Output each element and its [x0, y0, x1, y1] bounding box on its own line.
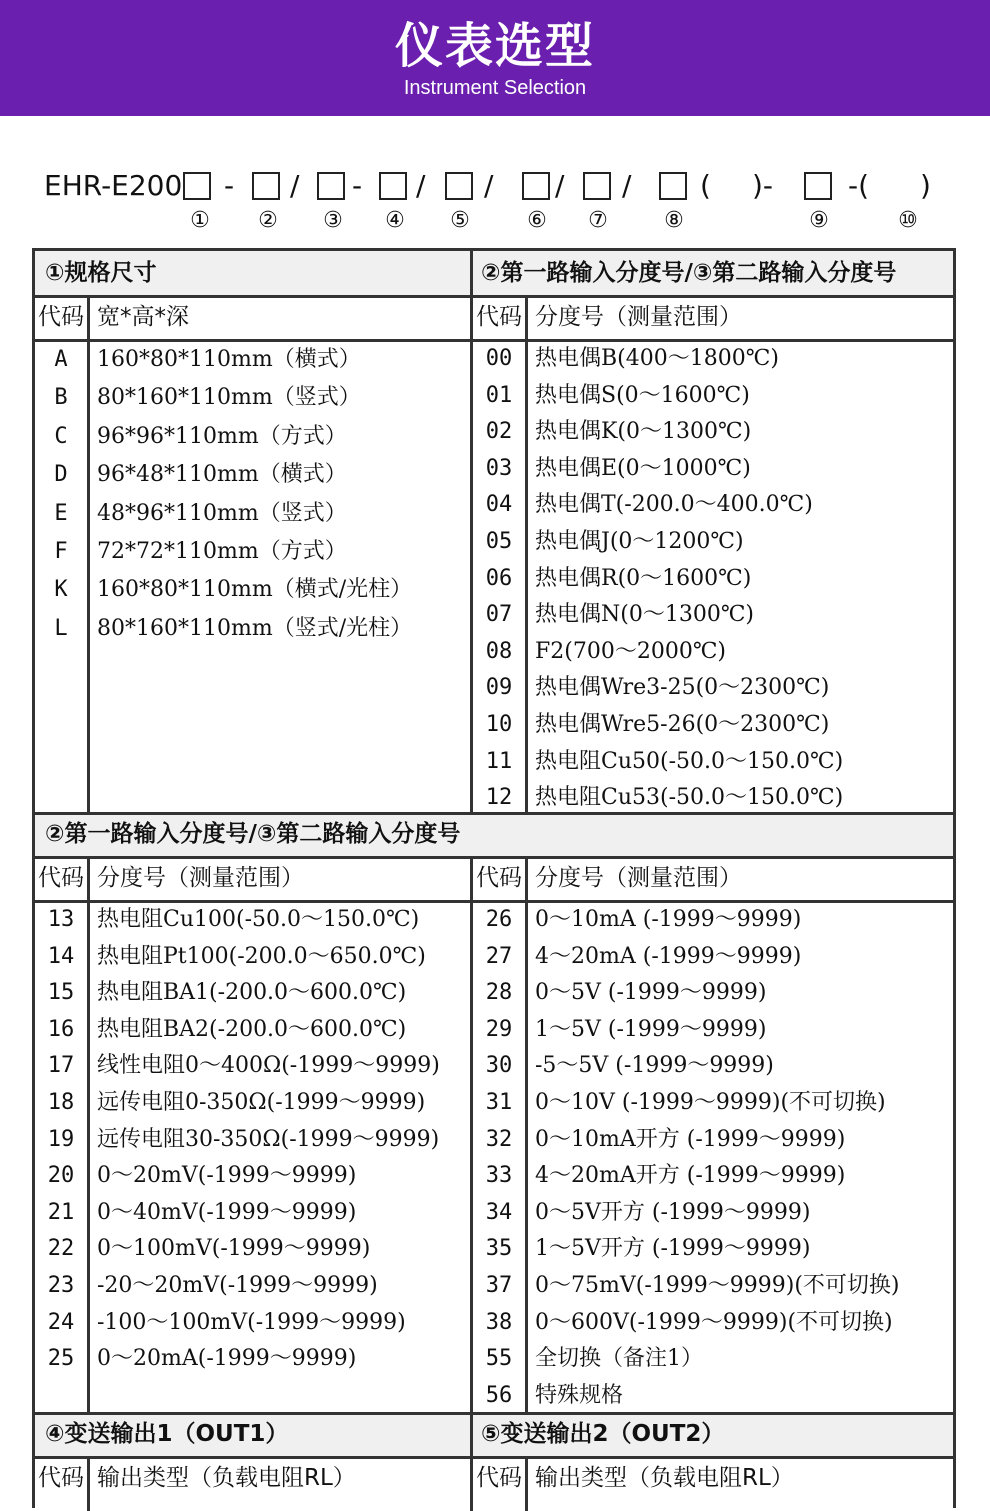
model-separator: (: [700, 169, 711, 202]
row-description: 1～5V开方 (-1999～9999): [535, 1236, 811, 1262]
row-description: 0～40mV(-1999～9999): [97, 1199, 357, 1225]
model-slot-box: [445, 172, 473, 200]
row-description: 80*160*110mm（竖式/光柱）: [97, 615, 413, 641]
row-description: 4～20mA (-1999～9999): [535, 943, 802, 969]
row-code: E: [54, 500, 68, 526]
row-code: 38: [485, 1309, 513, 1335]
model-position-number: ⑤: [450, 208, 470, 233]
table-rule: [87, 1456, 90, 1511]
model-separator: -: [352, 169, 363, 202]
row-description: 160*80*110mm（横式/光柱）: [97, 577, 413, 603]
row-code: 29: [485, 1016, 513, 1042]
row-description: 160*80*110mm（横式）: [97, 347, 361, 372]
row-description: 热电偶E(0～1000℃): [535, 455, 751, 481]
model-separator: /: [290, 169, 300, 202]
row-code: 55: [485, 1346, 513, 1372]
section-header-out1: ④变送输出1（OUT1）: [35, 1412, 470, 1456]
row-description: 热电阻BA1(-200.0～600.0℃): [97, 980, 407, 1006]
row-code: 26: [485, 907, 513, 932]
row-code: 32: [485, 1126, 513, 1152]
model-separator: -(: [848, 169, 870, 202]
row-description: 热电偶Wre3-25(0～2300℃): [535, 675, 830, 701]
column-header-code: 代码: [38, 304, 84, 330]
model-code-diagram: [0, 160, 990, 240]
model-slot-box: [252, 172, 280, 200]
model-separator: /: [416, 169, 426, 202]
row-code: 22: [47, 1236, 75, 1262]
row-code: 18: [47, 1090, 75, 1115]
model-separator: ): [920, 169, 931, 202]
row-code: 27: [485, 943, 513, 969]
model-position-number: ②: [258, 208, 278, 233]
row-code: 13: [47, 907, 75, 932]
row-description: 热电阻Cu50(-50.0～150.0℃): [535, 748, 844, 774]
row-code: 31: [485, 1090, 513, 1115]
row-description: 0～20mA(-1999～9999): [97, 1346, 357, 1372]
row-description: 热电阻BA2(-200.0～600.0℃): [97, 1016, 407, 1042]
model-position-number: ⑩: [898, 208, 918, 233]
row-description: 0～10mA (-1999～9999): [535, 907, 802, 932]
model-separator: /: [622, 169, 632, 202]
model-slot-box: [379, 172, 407, 200]
model-slot-box: [804, 172, 832, 200]
row-code: 20: [47, 1163, 75, 1189]
row-description: 热电偶K(0～1300℃): [535, 419, 752, 445]
column-header-code: 代码: [476, 304, 522, 330]
model-separator: /: [484, 169, 494, 202]
row-code: 15: [47, 980, 75, 1006]
row-code: 14: [47, 943, 75, 969]
table-rule: [525, 295, 528, 812]
table-rule: [87, 856, 90, 1412]
section-header-input-a: ②第一路输入分度号/③第二路输入分度号: [473, 251, 953, 295]
row-code: F: [54, 539, 68, 564]
row-description: 1～5V (-1999～9999): [535, 1016, 767, 1042]
page-subtitle: Instrument Selection: [403, 77, 587, 99]
model-position-number: ①: [190, 208, 210, 233]
column-header-code: 代码: [476, 1465, 522, 1491]
model-separator: -: [224, 169, 235, 202]
row-description: 远传电阻0-350Ω(-1999～9999): [97, 1090, 426, 1115]
row-description: 热电偶J(0～1200℃): [535, 529, 744, 554]
row-description: F2(700～2000℃): [535, 638, 727, 664]
row-code: A: [54, 347, 68, 372]
row-code: C: [54, 423, 68, 449]
row-description: 远传电阻30-350Ω(-1999～9999): [97, 1126, 440, 1152]
section-header-input-b: ②第一路输入分度号/③第二路输入分度号: [35, 812, 953, 856]
model-slot-box: [659, 172, 687, 200]
table-rule: [525, 1456, 528, 1511]
row-code: 00: [485, 346, 513, 371]
table-rule: [525, 856, 528, 1412]
row-code: L: [54, 615, 68, 641]
row-code: 37: [485, 1273, 513, 1298]
column-header-desc: 输出类型（负载电阻RL）: [535, 1465, 794, 1491]
row-description: 0～20mV(-1999～9999): [97, 1163, 357, 1189]
row-description: 0～5V开方 (-1999～9999): [535, 1199, 811, 1225]
row-code: 23: [47, 1273, 75, 1298]
row-description: 热电阻Pt100(-200.0～650.0℃): [97, 943, 426, 969]
row-code: 03: [485, 455, 513, 481]
model-position-number: ④: [385, 208, 405, 233]
model-slot-box: [317, 172, 345, 200]
row-description: 0～75mV(-1999～9999)(不可切换): [535, 1273, 900, 1298]
row-code: 06: [485, 565, 513, 591]
row-description: 72*72*110mm（方式）: [97, 539, 347, 564]
row-code: 11: [485, 748, 513, 774]
row-description: 48*96*110mm（竖式）: [97, 500, 347, 526]
row-code: 33: [485, 1163, 513, 1189]
row-code: K: [54, 577, 68, 603]
section-header-size: ①规格尺寸: [35, 251, 470, 295]
row-description: 热电阻Cu53(-50.0～150.0℃): [535, 785, 844, 811]
row-description: 0～10mA开方 (-1999～9999): [535, 1126, 846, 1152]
row-code: 30: [485, 1053, 513, 1079]
row-code: 04: [485, 492, 513, 518]
column-header-desc: 分度号（测量范围）: [535, 865, 742, 891]
page-title: 仪表选型: [394, 18, 595, 74]
header-banner: [0, 0, 990, 116]
model-slot-box: [183, 172, 211, 200]
row-code: 17: [47, 1053, 75, 1079]
row-description: -5～5V (-1999～9999): [535, 1053, 774, 1079]
row-description: 热电偶S(0～1600℃): [535, 382, 750, 408]
row-code: 28: [485, 980, 513, 1006]
row-description: 80*160*110mm（竖式）: [97, 385, 361, 411]
selection-table: [32, 248, 956, 1508]
row-code: B: [54, 385, 68, 411]
model-position-number: ⑧: [664, 208, 684, 233]
table-rule: [87, 295, 90, 812]
model-prefix: EHR-E200: [44, 169, 183, 202]
row-description: 4～20mA开方 (-1999～9999): [535, 1163, 846, 1189]
column-header-desc: 分度号（测量范围）: [97, 865, 304, 891]
row-code: 01: [485, 382, 513, 408]
row-description: 线性电阻0～400Ω(-1999～9999): [97, 1053, 440, 1079]
row-code: 07: [485, 602, 513, 628]
column-header-code: 代码: [476, 865, 522, 891]
column-header-code: 代码: [38, 865, 84, 891]
row-code: 10: [485, 712, 513, 737]
row-code: 21: [47, 1199, 75, 1225]
row-description: 热电偶R(0～1600℃): [535, 565, 752, 591]
row-description: 特殊规格: [535, 1382, 624, 1408]
row-description: 热电偶N(0～1300℃): [535, 602, 755, 628]
row-description: 热电偶B(400～1800℃): [535, 346, 779, 371]
row-description: 热电阻Cu100(-50.0～150.0℃): [97, 907, 420, 932]
row-description: -100～100mV(-1999～9999): [97, 1309, 406, 1335]
row-description: 0～10V (-1999～9999)(不可切换): [535, 1090, 886, 1115]
model-slot-box: [583, 172, 611, 200]
row-description: 热电偶T(-200.0～400.0℃): [535, 492, 813, 518]
row-description: 96*48*110mm（横式）: [97, 462, 347, 488]
row-code: 09: [485, 675, 513, 701]
model-position-number: ⑨: [809, 208, 829, 233]
column-header-desc: 宽*高*深: [97, 304, 189, 330]
row-description: -20～20mV(-1999～9999): [97, 1273, 378, 1298]
model-position-number: ⑦: [588, 208, 608, 233]
row-description: 0～100mV(-1999～9999): [97, 1236, 371, 1262]
section-header-out2: ⑤变送输出2（OUT2）: [473, 1412, 953, 1456]
row-code: 35: [485, 1236, 513, 1262]
row-code: 34: [485, 1199, 513, 1225]
row-description: 0～5V (-1999～9999): [535, 980, 767, 1006]
row-description: 96*96*110mm（方式）: [97, 423, 347, 449]
column-header-code: 代码: [38, 1465, 84, 1491]
row-code: 08: [485, 638, 513, 664]
column-header-desc: 分度号（测量范围）: [535, 304, 742, 330]
row-code: 12: [485, 785, 513, 811]
row-code: 19: [47, 1126, 75, 1152]
row-code: 25: [47, 1346, 75, 1372]
row-code: 56: [485, 1382, 513, 1408]
row-code: 16: [47, 1016, 75, 1042]
model-slot-box: [522, 172, 550, 200]
model-separator: /: [555, 169, 565, 202]
row-description: 0～600V(-1999～9999)(不可切换): [535, 1309, 893, 1335]
row-code: 05: [485, 529, 513, 554]
model-separator: )-: [752, 169, 774, 202]
column-header-desc: 输出类型（负载电阻RL）: [97, 1465, 356, 1491]
row-code: D: [54, 462, 68, 488]
row-description: 全切换（备注1）: [535, 1346, 703, 1372]
model-position-number: ③: [323, 208, 343, 233]
row-code: 02: [485, 419, 513, 445]
row-code: 24: [47, 1309, 75, 1335]
model-position-number: ⑥: [527, 208, 547, 233]
row-description: 热电偶Wre5-26(0～2300℃): [535, 712, 830, 737]
